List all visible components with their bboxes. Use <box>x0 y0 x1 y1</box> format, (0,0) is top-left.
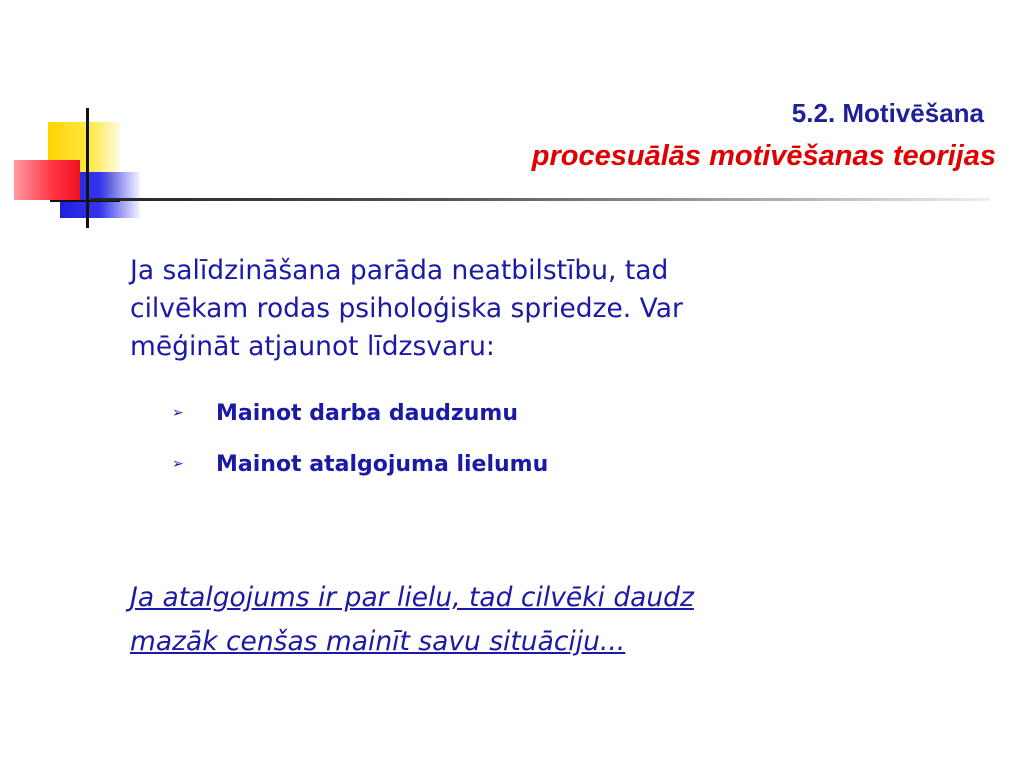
body-line: mēģināt atjaunot līdzsvaru: <box>130 331 495 362</box>
bullet-label: Mainot atalgojuma lielumu <box>216 451 549 477</box>
bullet-list <box>172 400 548 502</box>
title-divider-line <box>90 198 990 201</box>
note-line: mazāk cenšas mainīt savu situāciju... <box>130 626 626 657</box>
body-line: Ja salīdzināšana parāda neatbilstību, tad <box>130 255 669 286</box>
note-line: Ja atalgojums ir par lielu, tad cilvēki daudz <box>130 582 694 613</box>
vertical-rule <box>86 108 89 228</box>
body-paragraph <box>130 252 890 366</box>
red-square-decoration <box>14 160 80 200</box>
arrow-bullet-icon: ➢ <box>172 456 184 472</box>
italic-note <box>130 576 950 664</box>
decorative-logo <box>0 0 160 240</box>
body-line: cilvēkam rodas psiholoģiska spriedze. Var <box>130 293 683 324</box>
slide-title: 5.2. Motivēšana <box>791 98 984 128</box>
slide-subtitle: procesuālās motivēšanas teorijas <box>531 140 996 172</box>
bullet-label: Mainot darba daudzumu <box>216 400 518 426</box>
arrow-bullet-icon: ➢ <box>172 405 184 421</box>
bullet-item <box>172 400 548 426</box>
bullet-item <box>172 451 548 477</box>
